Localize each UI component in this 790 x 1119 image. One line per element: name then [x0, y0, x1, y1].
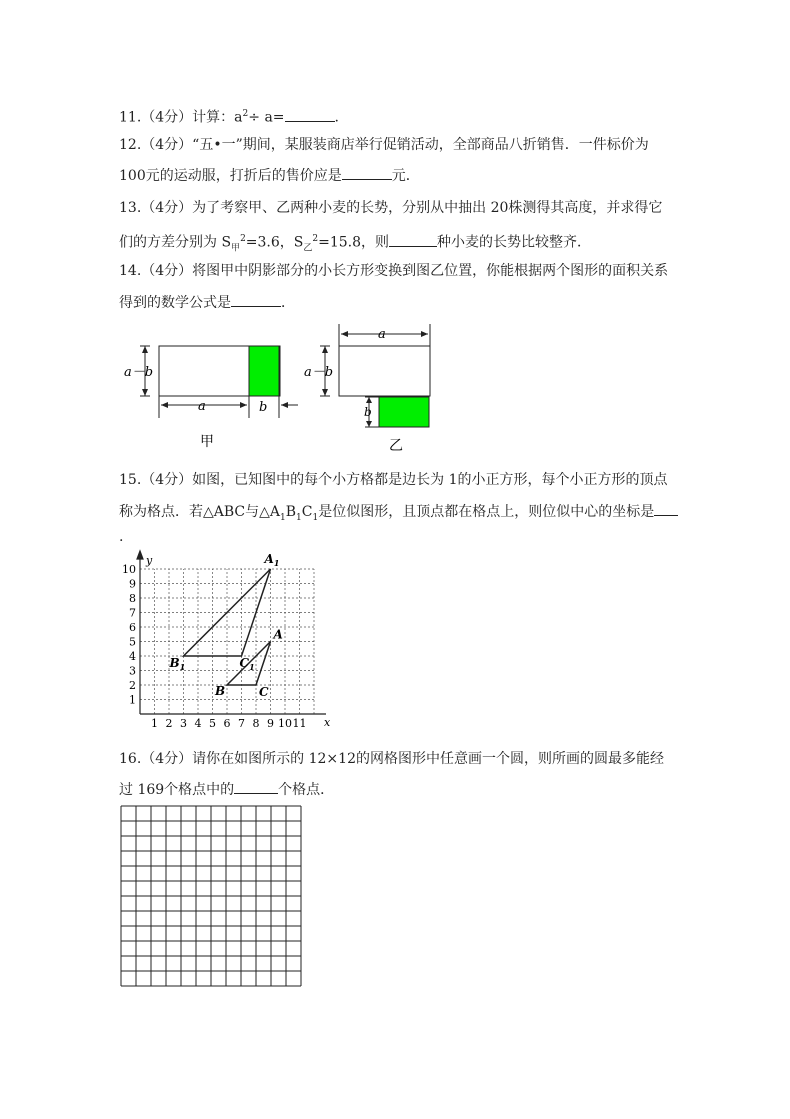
x-tick-label: 5 — [209, 717, 216, 730]
x-tick-label: 9 — [267, 717, 274, 730]
label-a-minus-b: a－b — [304, 365, 334, 380]
question-12-line2: 100元的运动服，打折后的售价应是 元． — [119, 168, 420, 184]
label-b: b — [259, 400, 268, 415]
figure-jia-shaded — [249, 346, 279, 396]
question-11: 11.（4分）计算：$a^2\div a=$ . — [119, 109, 339, 126]
x-tick-label: 7 — [238, 717, 245, 730]
x-tick-label: 6 — [223, 717, 231, 730]
figure-16-grid — [120, 805, 302, 989]
y-tick-label: 1 — [129, 693, 136, 707]
y-tick-label: 8 — [129, 592, 136, 605]
label-b: b — [364, 405, 372, 419]
question-13-line2: 们的方差分别为 $S_甲^2=3.6$，$S_乙^2=15.8$，则 种小麦的长势比较整齐． — [119, 234, 592, 254]
y-tick-label: 2 — [129, 679, 136, 692]
x-tick-label: 1 — [151, 717, 158, 730]
answer-blank[interactable] — [389, 233, 437, 247]
figure-yi-shaded — [379, 397, 429, 427]
y-tick-label: 3 — [129, 664, 136, 678]
point-label-b: B — [215, 684, 226, 698]
figure-yi-rectangle — [339, 346, 430, 396]
point-label-b1: $B_1$ — [169, 656, 186, 672]
question-15-line2: 称为格点．若△ABC与$\triangle A_1B_1C_1$是位似图形，且顶点都在格点上，则位似中心的坐标是 — [119, 502, 678, 527]
figure-14 — [120, 318, 450, 456]
answer-blank[interactable] — [234, 780, 278, 794]
x-axis-label: x — [324, 716, 331, 729]
y-axis-label: y — [146, 554, 153, 567]
question-16-line1: 16.（4分）请你在如图所示的 12×12的网格图形中任意画一个圆，则所画的圆最多能经 — [119, 751, 664, 767]
caption-jia: 甲 — [200, 434, 214, 450]
x-tick-label: 4 — [194, 717, 202, 730]
answer-blank[interactable] — [654, 502, 678, 516]
question-15-line1: 15.（4分）如图，已知图中的每个小方格都是边长为 1的小正方形，每个小正方形的顶点 — [119, 472, 668, 488]
figure-15-coordinate-grid — [118, 552, 338, 735]
y-axis-arrow — [137, 551, 143, 559]
label-a: a — [198, 399, 206, 414]
point-label-a: A — [273, 627, 283, 642]
point-label-c: C — [259, 685, 269, 699]
y-tick-label: 6 — [129, 621, 136, 634]
question-14-line2: 得到的数学公式是 ． — [119, 295, 295, 311]
x-tick-label: 8 — [252, 717, 260, 730]
question-16-line2: 过 169个格点中的 个格点． — [119, 782, 335, 798]
point-label-c1: $C_1$ — [239, 656, 255, 672]
point-label-a1: $A_1$ — [264, 552, 280, 568]
answer-blank[interactable] — [231, 293, 281, 307]
y-tick-label: 9 — [129, 577, 136, 591]
label-a-minus-b: a－b — [124, 365, 154, 380]
question-13-line1: 13.（4分）为了考察甲、乙两种小麦的长势，分别从中抽出 20株测得其高度，并求得它 — [119, 200, 663, 216]
x-tick-label: 3 — [180, 717, 187, 730]
label-a: a — [378, 327, 386, 342]
caption-yi: 乙 — [389, 438, 403, 454]
question-12-line1: 12.（4分）“五•一”期间，某服装商店举行促销活动，全部商品八折销售．一件标价为 — [119, 137, 649, 153]
y-tick-label: 4 — [129, 650, 136, 663]
question-14-line1: 14.（4分）将图甲中阴影部分的小长方形变换到图乙位置，你能根据两个图形的面积关系 — [119, 263, 669, 279]
x-tick-label: 2 — [165, 717, 173, 730]
x-tick-label: 10 — [278, 717, 292, 730]
answer-blank[interactable] — [342, 166, 392, 180]
answer-blank[interactable] — [285, 108, 335, 122]
y-tick-label: 5 — [129, 635, 136, 649]
y-tick-label: 10 — [122, 563, 136, 576]
x-tick-label: 11 — [292, 717, 307, 730]
y-tick-label: 7 — [129, 606, 136, 620]
question-15-line3: . — [119, 529, 124, 545]
